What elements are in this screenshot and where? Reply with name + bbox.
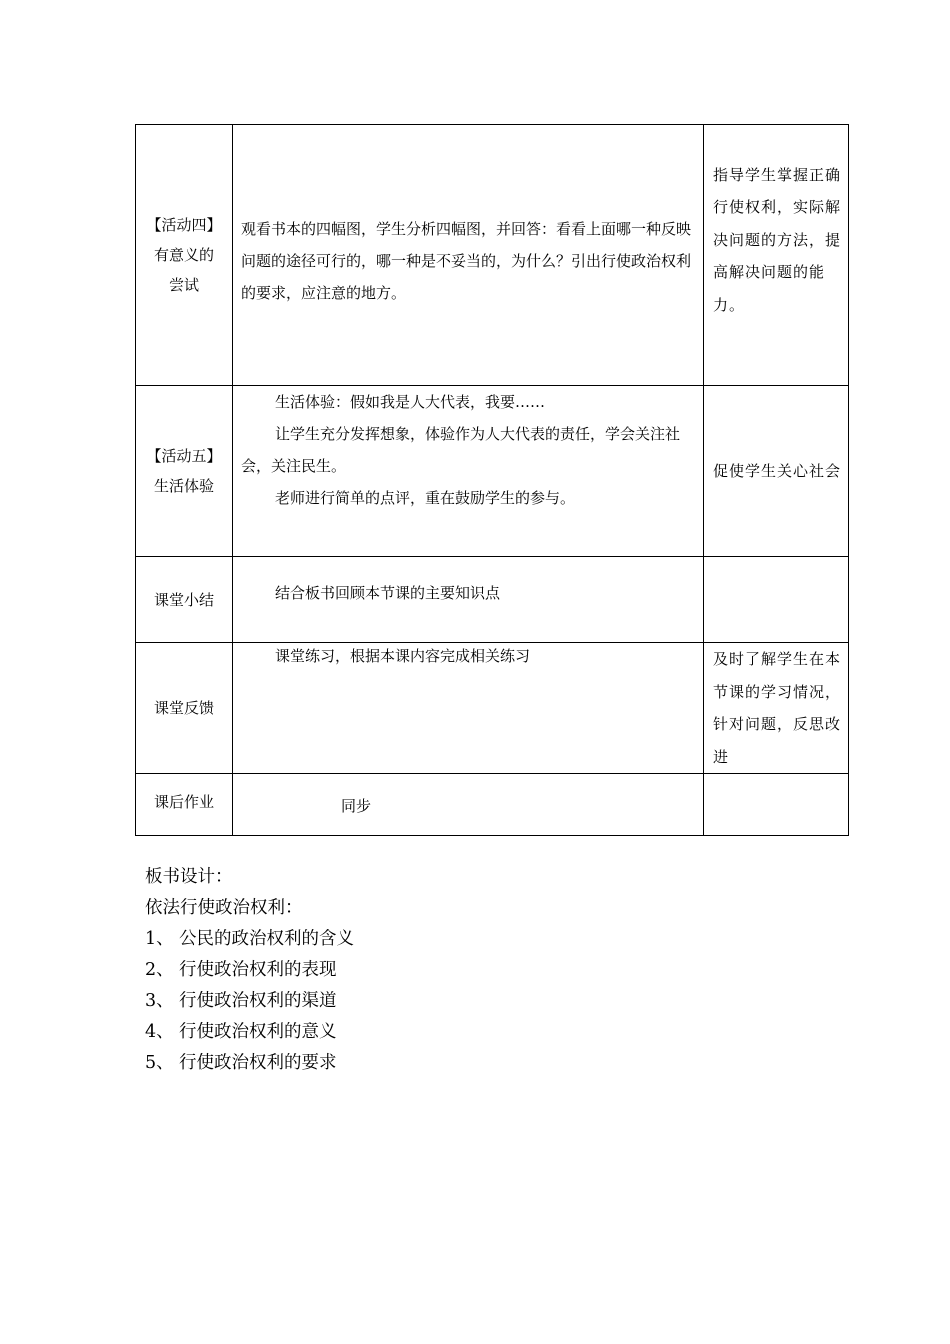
row-label-line: 生活体验 xyxy=(153,477,214,495)
row-purpose-text: 促使学生关心社会 xyxy=(713,461,842,480)
row-content-text: 老师进行简单的点评，重在鼓励学生的参与。 xyxy=(275,489,576,507)
row-purpose-cell xyxy=(704,557,849,643)
row-content-text: 让学生充分发挥想象，体验作为人大代表的责任，学会关注社会，关注民生。 xyxy=(241,425,681,475)
row-content-cell xyxy=(233,774,704,836)
row-label-line: 课堂小结 xyxy=(153,590,214,609)
row-content-text: 同步 xyxy=(341,796,372,815)
row-label-line: 【活动四】 xyxy=(146,216,222,234)
row-purpose-text: 及时了解学生在本节课的学习情况，针对问题，反思改进 xyxy=(713,650,842,766)
list-text: 行使政治权利的表现 xyxy=(179,960,337,980)
list-text: 行使政治权利的意义 xyxy=(179,1022,337,1042)
list-number: 2、 xyxy=(145,960,174,980)
list-item xyxy=(145,1017,354,1048)
list-text: 行使政治权利的要求 xyxy=(179,1053,337,1073)
row-label-cell xyxy=(136,557,233,643)
row-label-line: 课后作业 xyxy=(153,793,214,811)
row-purpose-cell xyxy=(704,774,849,836)
row-content-cell xyxy=(233,386,704,557)
row-content-cell xyxy=(233,643,704,774)
lesson-plan-table xyxy=(135,124,849,836)
row-label-line: 课堂反馈 xyxy=(153,699,214,717)
row-purpose-cell xyxy=(704,386,849,557)
list-item xyxy=(145,924,354,955)
table-row xyxy=(136,557,849,643)
row-purpose-cell xyxy=(704,643,849,774)
row-label-cell xyxy=(136,125,233,386)
board-title: 依法行使政治权利： xyxy=(145,898,303,918)
row-label-cell xyxy=(136,774,233,836)
board-heading: 板书设计： xyxy=(145,867,233,887)
list-number: 4、 xyxy=(145,1022,174,1042)
row-label-cell xyxy=(136,643,233,774)
list-text: 公民的政治权利的含义 xyxy=(179,929,354,949)
list-text: 行使政治权利的渠道 xyxy=(179,991,337,1011)
list-number: 1、 xyxy=(145,929,174,949)
row-content-cell xyxy=(233,557,704,643)
row-label-cell xyxy=(136,386,233,557)
row-purpose-text: 指导学生掌握正确行使权利，实际解决问题的方法，提高解决问题的能力。 xyxy=(713,165,842,314)
row-content-text: 观看书本的四幅图，学生分析四幅图，并回答：看看上面哪一种反映问题的途径可行的，哪一种是不妥当的，为什么？引出行使政治权利的要求，应注意的地方。 xyxy=(241,220,692,302)
row-label-line: 【活动五】 xyxy=(146,447,222,465)
list-number: 3、 xyxy=(145,991,174,1011)
table-row xyxy=(136,386,849,557)
table-row xyxy=(136,125,849,386)
list-item xyxy=(145,955,354,986)
row-content-text: 课堂练习，根据本课内容完成相关练习 xyxy=(275,647,531,665)
table-row xyxy=(136,774,849,836)
board-design xyxy=(145,862,354,1079)
table-row xyxy=(136,643,849,774)
row-purpose-cell xyxy=(704,125,849,386)
row-content-text: 结合板书回顾本节课的主要知识点 xyxy=(275,583,501,602)
row-content-cell xyxy=(233,125,704,386)
row-label-line: 有意义的 xyxy=(153,246,214,264)
list-item xyxy=(145,986,354,1017)
row-label-line: 尝试 xyxy=(168,276,199,294)
list-number: 5、 xyxy=(145,1053,174,1073)
list-item xyxy=(145,1048,354,1079)
row-content-text: 生活体验：假如我是人大代表，我要…… xyxy=(275,393,546,411)
